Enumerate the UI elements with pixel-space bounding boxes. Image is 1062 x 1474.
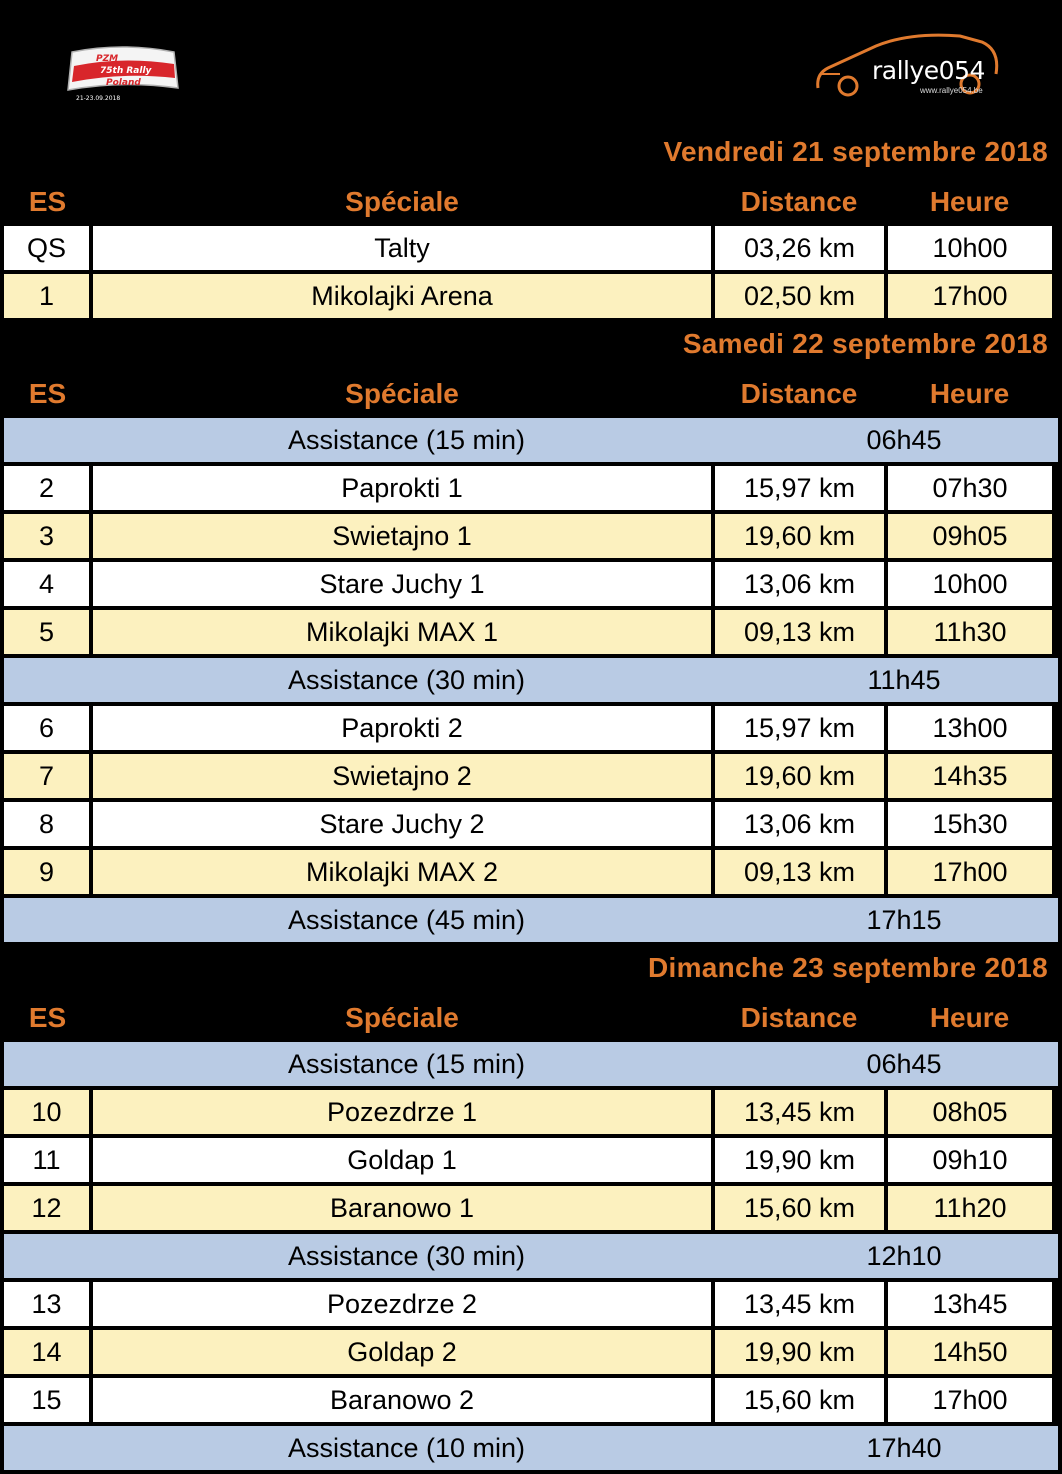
stage-name: Goldap 2 (93, 1330, 711, 1374)
stage-distance: 19,90 km (715, 1330, 884, 1374)
itinerary-sheet (4, 4, 1058, 1470)
header (4, 4, 1058, 130)
stage-number: 9 (4, 850, 89, 894)
stage-name: Pozezdrze 1 (93, 1090, 711, 1134)
day-heading (4, 130, 1058, 178)
rallye054-url: www.rallye054.be (920, 86, 983, 95)
stage-time: 17h00 (888, 1378, 1052, 1422)
column-header-speciale: Spéciale (345, 186, 459, 217)
stage-row (4, 850, 1058, 894)
stage-number: 5 (4, 610, 89, 654)
stage-time: 14h50 (888, 1330, 1052, 1374)
stage-name: Baranowo 1 (93, 1186, 711, 1230)
stage-name: Swietajno 2 (93, 754, 711, 798)
stage-number: 10 (4, 1090, 89, 1134)
stage-distance: 19,60 km (715, 754, 884, 798)
assistance-time: 12h10 (866, 1240, 942, 1271)
stage-distance: 15,97 km (715, 706, 884, 750)
column-header-speciale: Spéciale (345, 378, 459, 409)
stage-row (4, 274, 1058, 318)
stage-distance: 19,60 km (715, 514, 884, 558)
stage-time: 10h00 (888, 562, 1052, 606)
column-header-es: ES (28, 186, 67, 217)
assistance-row (4, 898, 1058, 942)
stage-number: 14 (4, 1330, 89, 1374)
stage-distance: 02,50 km (715, 274, 884, 318)
stage-time: 08h05 (888, 1090, 1052, 1134)
assistance-time: 17h40 (866, 1432, 942, 1463)
assistance-row (4, 418, 1058, 462)
itinerary-days (4, 130, 1058, 1470)
assistance-time: 06h45 (866, 1048, 942, 1079)
stage-name: Paprokti 2 (93, 706, 711, 750)
column-header-distance: Distance (740, 378, 858, 409)
assistance-row (4, 1042, 1058, 1086)
column-header-es: ES (28, 378, 67, 409)
assistance-label: Assistance (45 min) (287, 904, 526, 935)
assistance-time: 17h15 (866, 904, 942, 935)
stage-number: 7 (4, 754, 89, 798)
stage-name: Talty (93, 226, 711, 270)
stage-distance: 19,90 km (715, 1138, 884, 1182)
stage-time: 14h35 (888, 754, 1052, 798)
stage-time: 17h00 (888, 850, 1052, 894)
logo-poland-text: Poland (106, 78, 141, 88)
assistance-row (4, 1234, 1058, 1278)
stage-row (4, 226, 1058, 270)
rally-poland-logo (62, 44, 182, 104)
logo-pzm-text: PZM (96, 54, 119, 64)
stage-time: 15h30 (888, 802, 1052, 846)
stage-name: Stare Juchy 1 (93, 562, 711, 606)
stage-number: 15 (4, 1378, 89, 1422)
stage-time: 17h00 (888, 274, 1052, 318)
assistance-time: 06h45 (866, 424, 942, 455)
column-headers (4, 178, 1058, 226)
stage-name: Mikolajki MAX 2 (93, 850, 711, 894)
stage-number: 13 (4, 1282, 89, 1326)
stage-number: 8 (4, 802, 89, 846)
assistance-label: Assistance (15 min) (287, 1048, 526, 1079)
stage-name: Baranowo 2 (93, 1378, 711, 1422)
stage-name: Stare Juchy 2 (93, 802, 711, 846)
day-title: Dimanche 23 septembre 2018 (647, 952, 1048, 983)
stage-name: Goldap 1 (93, 1138, 711, 1182)
assistance-row (4, 1426, 1058, 1470)
assistance-label: Assistance (30 min) (287, 664, 526, 695)
stage-row (4, 1138, 1058, 1182)
stage-row (4, 1090, 1058, 1134)
stage-distance: 09,13 km (715, 610, 884, 654)
stage-name: Paprokti 1 (93, 466, 711, 510)
assistance-label: Assistance (30 min) (287, 1240, 526, 1271)
logo-rally-text: 75th Rally (100, 66, 152, 76)
stage-number: 2 (4, 466, 89, 510)
stage-distance: 15,60 km (715, 1186, 884, 1230)
column-header-heure: Heure (929, 1002, 1010, 1033)
stage-time: 13h00 (888, 706, 1052, 750)
stage-row (4, 706, 1058, 750)
stage-row (4, 1330, 1058, 1374)
stage-distance: 13,45 km (715, 1282, 884, 1326)
stage-distance: 15,97 km (715, 466, 884, 510)
day-title: Samedi 22 septembre 2018 (682, 328, 1048, 359)
stage-time: 11h20 (888, 1186, 1052, 1230)
stage-time: 11h30 (888, 610, 1052, 654)
stage-distance: 15,60 km (715, 1378, 884, 1422)
stage-distance: 03,26 km (715, 226, 884, 270)
column-headers (4, 994, 1058, 1042)
stage-row (4, 466, 1058, 510)
assistance-label: Assistance (10 min) (287, 1432, 526, 1463)
stage-row (4, 1282, 1058, 1326)
column-header-heure: Heure (929, 186, 1010, 217)
column-header-heure: Heure (929, 378, 1010, 409)
assistance-time: 11h45 (867, 664, 941, 695)
column-header-es: ES (28, 1002, 67, 1033)
stage-row (4, 1378, 1058, 1422)
column-header-distance: Distance (740, 186, 858, 217)
stage-row (4, 514, 1058, 558)
stage-number: 11 (4, 1138, 89, 1182)
stage-row (4, 754, 1058, 798)
stage-distance: 13,06 km (715, 562, 884, 606)
stage-distance: 13,06 km (715, 802, 884, 846)
assistance-label: Assistance (15 min) (287, 424, 526, 455)
stage-time: 09h10 (888, 1138, 1052, 1182)
stage-number: QS (4, 226, 89, 270)
rallye054-logo (810, 28, 1010, 100)
stage-number: 3 (4, 514, 89, 558)
stage-number: 1 (4, 274, 89, 318)
day-heading (4, 946, 1058, 994)
stage-time: 13h45 (888, 1282, 1052, 1326)
logo-dates-text: 21-23.09.2018 (76, 95, 121, 102)
rallye054-wordmark: rallye054 (872, 56, 985, 85)
stage-row (4, 562, 1058, 606)
stage-time: 07h30 (888, 466, 1052, 510)
stage-distance: 13,45 km (715, 1090, 884, 1134)
stage-number: 12 (4, 1186, 89, 1230)
column-header-distance: Distance (740, 1002, 858, 1033)
stage-distance: 09,13 km (715, 850, 884, 894)
day-title: Vendredi 21 septembre 2018 (663, 136, 1048, 167)
stage-time: 09h05 (888, 514, 1052, 558)
column-headers (4, 370, 1058, 418)
stage-number: 6 (4, 706, 89, 750)
stage-name: Mikolajki MAX 1 (93, 610, 711, 654)
stage-name: Pozezdrze 2 (93, 1282, 711, 1326)
day-heading (4, 322, 1058, 370)
column-header-speciale: Spéciale (345, 1002, 459, 1033)
stage-number: 4 (4, 562, 89, 606)
assistance-row (4, 658, 1058, 702)
stage-name: Swietajno 1 (93, 514, 711, 558)
stage-name: Mikolajki Arena (93, 274, 711, 318)
stage-row (4, 1186, 1058, 1230)
stage-row (4, 610, 1058, 654)
stage-time: 10h00 (888, 226, 1052, 270)
stage-row (4, 802, 1058, 846)
